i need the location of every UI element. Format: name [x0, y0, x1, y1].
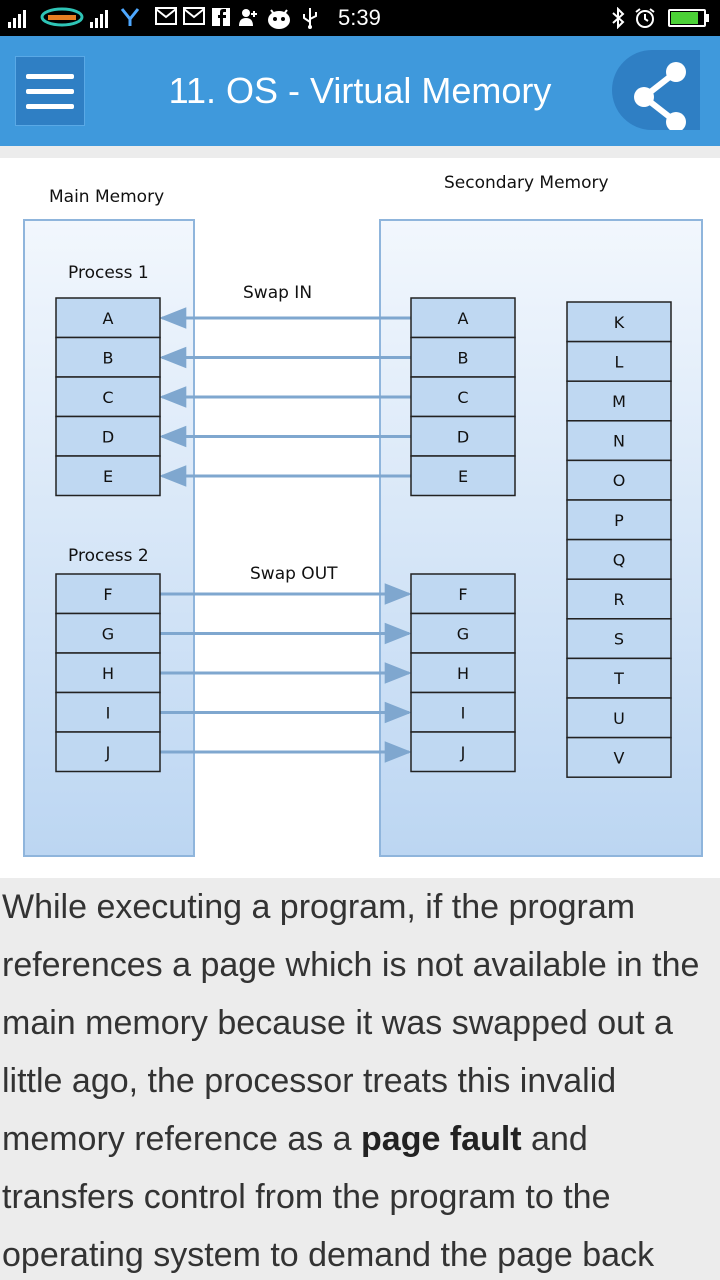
secondary-page-cell-label: R: [613, 590, 625, 609]
facebook-icon: [211, 7, 231, 27]
secondary-page-cell-label: P: [614, 510, 624, 530]
page-fault-term: page fault: [361, 1120, 522, 1158]
process2-page-cell-label: I: [105, 703, 111, 723]
app-bar: [0, 36, 720, 146]
secondary-page-cell-label: Q: [612, 550, 626, 570]
secondary-swap-in-pages: [411, 298, 515, 496]
status-time: 5:39: [338, 5, 381, 30]
secondary-other-pages: [567, 302, 671, 777]
secondary-page-cell-label: C: [457, 387, 469, 407]
article-text-after: and transfers control from the program to the operating system to demand the page back: [2, 1120, 655, 1274]
battery-tip: [706, 14, 709, 22]
secondary-page-cell-label: V: [613, 748, 625, 768]
process1-page-cell-label: E: [102, 466, 114, 486]
share-icon: [612, 50, 700, 130]
secondary-page-cell-label: K: [613, 312, 625, 332]
carrier-logo-icon: [40, 7, 84, 27]
hamburger-menu-icon[interactable]: [15, 56, 85, 126]
secondary-page-cell-label: M: [612, 392, 626, 411]
secondary-page-cell-label: I: [460, 703, 466, 723]
secondary-page-cell-label: L: [614, 352, 624, 372]
process1-page-cell-label: B: [102, 348, 114, 368]
secondary-page-cell-label: E: [457, 466, 469, 486]
secondary-page-cell-label: A: [457, 308, 469, 328]
share-button[interactable]: [612, 50, 700, 130]
gmail-icon: [155, 7, 175, 27]
process1-page-cell-label: A: [102, 308, 114, 328]
secondary-page-cell-label: T: [614, 669, 624, 689]
android-icon: [266, 7, 292, 27]
secondary-page-cell-label: N: [613, 431, 625, 451]
process1-pages: [56, 298, 160, 496]
gmail-icon: [183, 7, 203, 27]
main-memory-label: Main Memory: [49, 187, 165, 207]
secondary-page-cell-label: G: [456, 624, 470, 644]
secondary-page-cell-label: J: [460, 742, 466, 762]
secondary-page-cell-label: S: [613, 629, 625, 649]
article-paragraph: [0, 878, 720, 1280]
virtual-memory-diagram: [0, 158, 720, 878]
status-bar: [0, 0, 720, 36]
article-text-before: While executing a program, if the program references a page which is not available in the main memory because it was swapped out a little ago, the processor treats this invalid memory reference as a: [2, 888, 700, 1158]
secondary-page-cell-label: U: [613, 708, 625, 728]
process1-page-cell-label: C: [102, 387, 114, 407]
secondary-page-cell-label: D: [456, 427, 470, 447]
secondary-swap-out-pages: [411, 574, 515, 772]
bluetooth-icon: [608, 7, 628, 27]
process1-label: Process 1: [68, 263, 149, 283]
battery-charging-icon: [668, 9, 706, 27]
secondary-page-cell-label: H: [456, 663, 470, 683]
page-title: 11. OS - Virtual Memory: [168, 70, 552, 111]
alarm-icon: [634, 7, 654, 27]
process2-page-cell-label: G: [101, 624, 115, 644]
process2-page-cell-label: H: [101, 663, 115, 683]
data-icon: [120, 7, 140, 27]
process2-pages: [56, 574, 160, 772]
add-contact-icon: [237, 7, 257, 27]
process2-page-cell-label: F: [103, 584, 113, 604]
secondary-page-cell-label: O: [612, 471, 626, 491]
secondary-page-cell-label: F: [458, 584, 468, 604]
signal-icon: [90, 6, 108, 28]
swap-out-label: Swap OUT: [250, 564, 338, 584]
secondary-memory-label: Secondary Memory: [444, 173, 609, 193]
article-body: [0, 878, 720, 1280]
process2-label: Process 2: [68, 546, 149, 566]
usb-icon: [300, 7, 320, 27]
swap-arrows: [160, 318, 411, 752]
process2-page-cell-label: J: [105, 742, 111, 762]
signal-icon: [8, 6, 26, 28]
swap-in-label: Swap IN: [243, 283, 313, 303]
process1-page-cell-label: D: [101, 427, 115, 447]
secondary-page-cell-label: B: [457, 348, 469, 368]
diagram-svg: [0, 158, 720, 878]
